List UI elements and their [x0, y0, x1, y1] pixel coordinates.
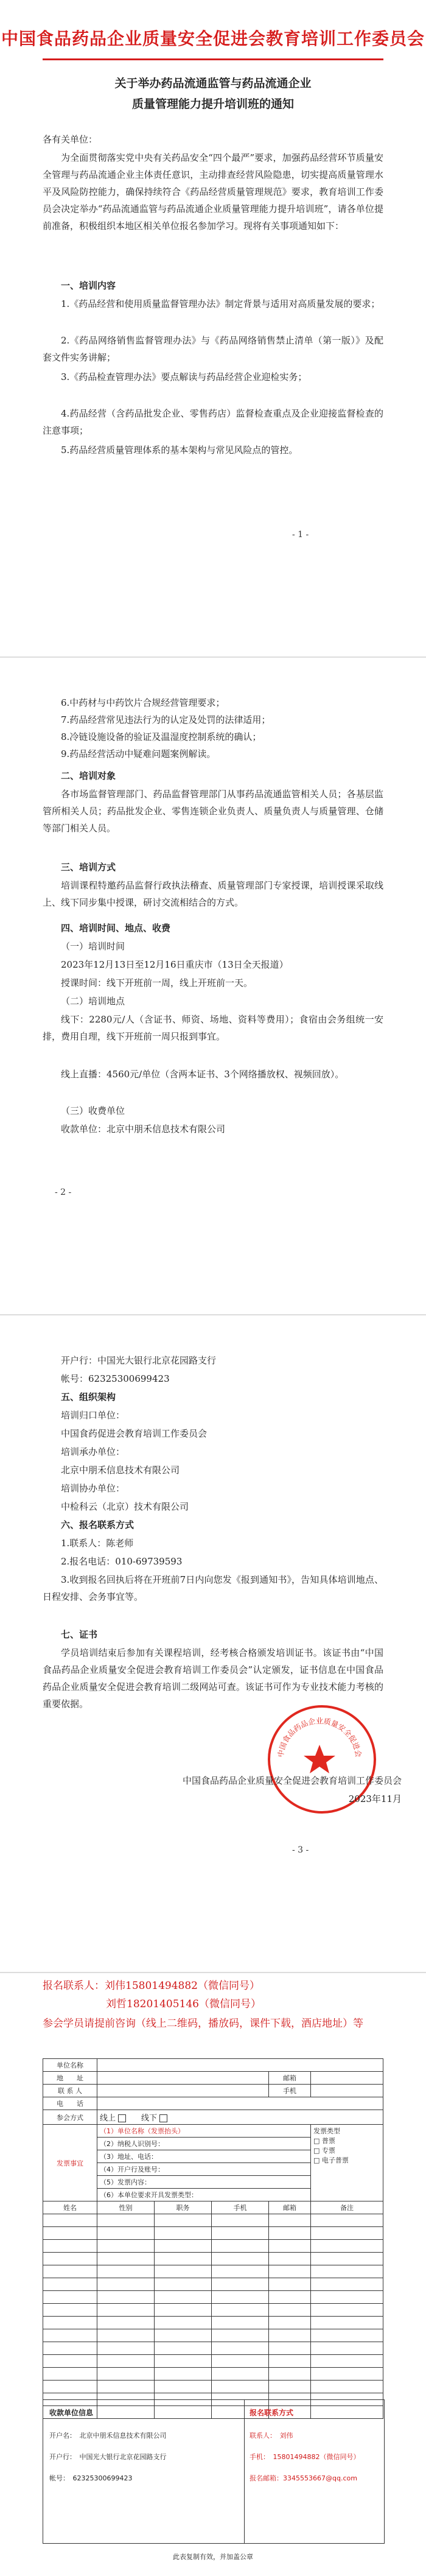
invoice-type-normal[interactable]: □ 普票	[313, 2137, 335, 2145]
invoice-type-special[interactable]: □ 专票	[313, 2147, 335, 2155]
fee-offline: 线下：2280元/人（含证书、师资、场地、资料等费用）；食宿由会务组统一安排，费用自理，线下开班前一周只报到事宜。	[43, 1014, 383, 1042]
unit-label: 单位名称	[43, 2059, 97, 2072]
item-8: 8.冷链设施设备的验证及温湿度控制系统的确认；	[61, 731, 262, 742]
participants-header-title: 职务	[154, 2201, 211, 2214]
section-1-heading: 一、培训内容	[61, 280, 116, 291]
seal-text: 中国食品药品企业质量安全促进会	[276, 1717, 363, 1758]
participant-row[interactable]	[43, 2253, 383, 2265]
mobile-label: 手机	[269, 2085, 311, 2097]
signature-date: 2023年11月	[348, 1793, 402, 1804]
header-divider	[43, 58, 383, 60]
participant-row[interactable]	[43, 2227, 383, 2240]
contact-note: 3.收到报名回执后将在开班前7日内向您发《报到通知书》，告知具体培训地点、日程安排、会务事宜等。	[43, 1574, 383, 1602]
option-online[interactable]: 线下	[141, 2114, 167, 2123]
payee-info-box	[43, 2400, 245, 2543]
participant-row[interactable]	[43, 2214, 383, 2227]
section-4-heading: 四、培训时间、地点、收费	[61, 923, 171, 934]
invoice-row-3[interactable]: （3）地址、电话：	[97, 2150, 311, 2163]
page-1	[0, 0, 426, 656]
participants-header-mobile: 手机	[211, 2201, 268, 2214]
payee-bank: 开户行： 中国光大银行北京花园路支行	[49, 2453, 167, 2461]
org-line-3: 培训承办单位：	[61, 1446, 125, 1457]
mobile-field[interactable]	[311, 2085, 383, 2097]
contact-person: 1.联系人：陈老师	[61, 1538, 134, 1549]
payee-account: 帐号：62325300699423	[61, 1373, 170, 1384]
training-time: 2023年12月13日至12月16日重庆市（13日全天报道）	[61, 959, 288, 970]
mail-field[interactable]	[311, 2072, 383, 2085]
item-4: 4.药品经营（含药品批发企业、零售药店）监督检查重点及企业迎接监督检查的注意事项；	[43, 408, 383, 436]
registration-form	[43, 2058, 383, 2419]
certificate-paragraph: 学员培训结束后参加有关课程培训，经考核合格颁发培训证书。该证书由“中国食品药品企业质量安全促进会教育培训工作委员会”认定颁发，证书信息在中国食品药品企业质量安全促进会教育培训二级网站可查。该证书可作为专业技术能力考核的重要依据。	[43, 1647, 383, 1709]
item-3: 3.《药品检查管理办法》要点解读与药品经营企业迎检实务；	[61, 371, 307, 382]
invoice-row-5[interactable]: （5）发票内容：	[97, 2176, 311, 2189]
unit-field[interactable]	[97, 2059, 383, 2072]
intro-paragraph: 为全面贯彻落实党中央有关药品安全“四个最严”要求，加强药品经营环节质量安全管理与药品流通企业主体责任意识，主动排查经营风险隐患，切实提高质量管理水平及风险防控能力，确保持续符合《药品经营质量管理规范》要求，教育培训工作委员会决定举办“药品流通监管与药品流通企业质量管理能力提升培训班”，请各单位提前准备，积极组织本地区相关单位报名参加学习。现将有关事项通知如下：	[43, 152, 383, 231]
target-paragraph: 各市场监督管理部门、药品监督管理部门从事药品流通监管相关人员；各基层监管所相关人员；药品批发企业、零售连锁企业负责人、质量负责人与质量管理、仓储等部门相关人员。	[43, 789, 383, 834]
invoice-row-2[interactable]: （2）纳税人识别号：	[97, 2138, 311, 2150]
mail-label: 邮箱	[269, 2072, 311, 2085]
signup-title: 报名联系方式	[250, 2409, 294, 2417]
address-label: 地 址	[43, 2072, 97, 2085]
signature-org: 中国食品药品企业质量安全促进会教育培训工作委员会	[182, 1775, 402, 1786]
item-9: 9.药品经营活动中疑难问题案例解读。	[61, 748, 216, 759]
payee-account: 帐号： 62325300699423	[49, 2474, 133, 2482]
item-6: 6.中药材与中药饮片合规经营管理要求；	[61, 697, 225, 708]
fee-online: 线上直播：4560元/单位（含两本证书、3个网络播放权、视频回放）。	[61, 1069, 344, 1080]
participant-row[interactable]	[43, 2265, 383, 2278]
participant-row[interactable]	[43, 2381, 383, 2393]
option-offline[interactable]: 线上	[100, 2114, 126, 2123]
page-number: - 2 -	[55, 1188, 72, 1197]
org-line-5: 培训协办单位：	[61, 1483, 125, 1494]
header-org: 中国食品药品企业质量安全促进会教育培训工作委员会	[1, 29, 425, 49]
contact-line-2: 刘哲18201405146（微信同号）	[106, 1998, 261, 2010]
method-paragraph: 培训课程特邀药品监督行政执法稽查、质量管理部门专家授课，培训授课采取线上、线下同步集中授课，研讨交流相结合的方式。	[43, 880, 383, 908]
page-2	[0, 658, 426, 1314]
signup-email: 报名邮箱：3345553667@qq.com	[250, 2474, 357, 2482]
signup-contact: 联系人： 刘伟	[250, 2432, 293, 2440]
contact-phone: 2.报名电话：010-69739593	[61, 1556, 183, 1567]
invoice-row-4[interactable]: （4）开户行及账号：	[97, 2163, 311, 2176]
participant-row[interactable]	[43, 2368, 383, 2381]
invoice-label: 发票事宜	[43, 2125, 97, 2201]
salutation: 各有关单位：	[43, 134, 98, 145]
page-number: - 1 -	[292, 530, 309, 540]
participants-header-name: 姓名	[43, 2201, 97, 2214]
participant-row[interactable]	[43, 2342, 383, 2355]
org-line-1: 培训归口单位：	[61, 1410, 125, 1421]
payee-unit: 收款单位：北京中朋禾信息技术有限公司	[61, 1124, 226, 1135]
section-2-heading: 二、培训对象	[61, 770, 116, 781]
item-2: 2.《药品网络销售监督管理办法》与《药品网络销售禁止清单（第一版）》及配套文件实务讲解；	[43, 335, 383, 363]
invoice-type-electronic[interactable]: □ 电子普票	[313, 2156, 349, 2164]
section-3-heading: 三、培训方式	[61, 862, 116, 873]
footer-note: 此表复制有效，并加盖公章	[173, 2553, 253, 2561]
participants-header-gender: 性别	[97, 2201, 155, 2214]
payee-bank: 开户行：中国光大银行北京花园路支行	[61, 1355, 217, 1366]
phone-field[interactable]	[97, 2097, 383, 2110]
payee-name: 开户名： 北京中朋禾信息技术有限公司	[49, 2432, 167, 2440]
item-5: 5.药品经营质量管理体系的基本架构与常见风险点的管控。	[61, 445, 298, 456]
invoice-type-label: 发票类型	[313, 2127, 340, 2135]
org-line-6: 中检科云（北京）技术有限公司	[61, 1501, 189, 1512]
signup-phone: 手机： 15801494882（微信同号）	[250, 2453, 360, 2461]
section-7-heading: 七、证书	[61, 1629, 98, 1640]
section-6-heading: 六、报名联系方式	[61, 1519, 134, 1530]
payee-title: 收款单位信息	[49, 2409, 94, 2417]
item-1: 1.《药品经营和使用质量监督管理办法》制定背景与适用对高质量发展的要求；	[61, 298, 380, 309]
mode-options	[97, 2110, 383, 2125]
participants-header-email: 邮箱	[269, 2201, 311, 2214]
page-4	[0, 1973, 426, 2576]
invoice-type-box	[311, 2125, 383, 2201]
schedule-note: 授课时间：线下开班前一周，线上开班前一天。	[61, 977, 253, 988]
participant-row[interactable]	[43, 2240, 383, 2253]
org-line-2: 中国食药促进会教育培训工作委员会	[61, 1428, 208, 1439]
participant-row[interactable]	[43, 2355, 383, 2368]
sub-location-heading: （二）培训地点	[61, 996, 125, 1007]
notice-title-line2: 质量管理能力提升培训班的通知	[131, 97, 294, 111]
item-7: 7.药品经营常见违法行为的认定及处罚的法律适用；	[61, 714, 271, 725]
phone-label: 电 话	[43, 2097, 97, 2110]
participants-header-remark: 备注	[311, 2201, 383, 2214]
invoice-row-6[interactable]: （6）本单位要求开具发票类型：	[97, 2189, 311, 2201]
sub-payee-heading: （三）收费单位	[61, 1105, 125, 1116]
participant-row[interactable]	[43, 2317, 383, 2329]
contact-label: 联 系 人	[43, 2085, 97, 2097]
notice-title-line1: 关于举办药品流通监管与药品流通企业	[114, 77, 312, 90]
sub-time-heading: （一）培训时间	[61, 941, 125, 952]
address-field[interactable]	[97, 2072, 269, 2085]
signup-info-box	[245, 2400, 384, 2543]
contact-field[interactable]	[97, 2085, 269, 2097]
participant-row[interactable]	[43, 2278, 383, 2291]
participant-row[interactable]	[43, 2329, 383, 2342]
contact-line-3: 参会学员请提前咨询（线上二维码，播放码，课件下载，酒店地址）等	[43, 2018, 363, 2030]
page-3	[0, 1315, 426, 1972]
participant-row[interactable]	[43, 2291, 383, 2304]
org-line-4: 北京中朋禾信息技术有限公司	[61, 1465, 180, 1476]
contact-line-1: 报名联系人：刘伟15801494882（微信同号）	[43, 1980, 260, 1992]
page-number: - 3 -	[292, 1845, 309, 1855]
section-5-heading: 五、组织架构	[61, 1392, 116, 1402]
mode-label: 参会方式	[43, 2110, 97, 2125]
participant-row[interactable]	[43, 2304, 383, 2317]
info-box	[43, 2399, 385, 2544]
invoice-row-1[interactable]: （1）单位名称（发票抬头）	[97, 2125, 311, 2138]
